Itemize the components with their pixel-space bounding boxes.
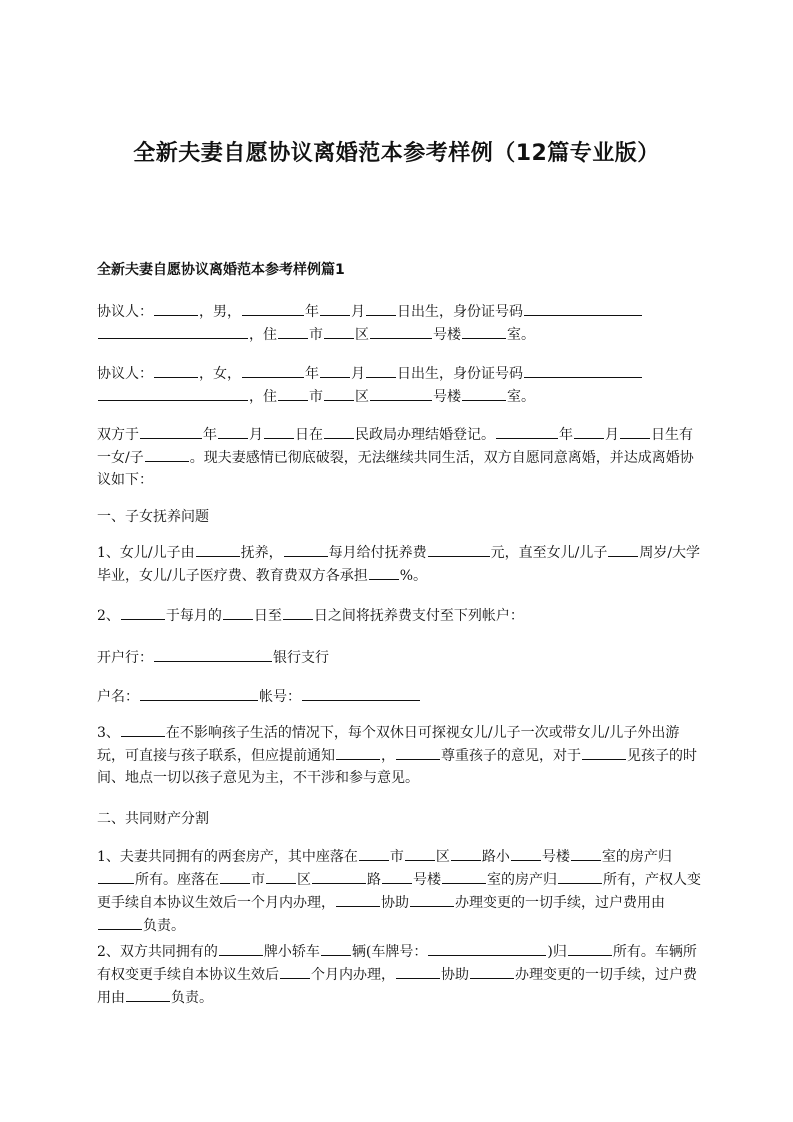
text: 辆(车牌号： [351,944,428,960]
text: 年 [305,366,319,382]
blank [410,891,454,907]
blank [462,385,506,401]
blank [620,423,650,439]
text: 市 [309,327,323,343]
blank [264,423,294,439]
text: 抚养， [240,545,283,561]
text: 协助 [441,967,469,983]
text: )归 [547,944,567,960]
text: 室的房产归 [601,849,672,865]
blank [496,423,558,439]
text: 尊重孩子的意见，对于 [441,748,581,764]
blank [140,423,202,439]
blank [242,362,304,378]
blank [266,868,296,884]
text: 年 [305,304,319,320]
blank [242,300,304,316]
text: 2、 [97,608,120,624]
text: 个月内办理， [311,967,395,983]
blank [312,868,366,884]
blank [220,868,250,884]
blank [324,323,354,339]
text: ，住 [249,389,277,405]
blank [324,385,354,401]
text: ，男， [199,304,241,320]
text: 帐号： [259,689,301,705]
text: 2、双方共同拥有的 [97,944,218,960]
text: 1、女儿/儿子由 [97,545,195,561]
text: 区 [435,849,450,865]
text: 年 [203,427,217,443]
text: 市 [389,849,404,865]
text: 负责。 [143,918,185,934]
text: 户名： [97,689,139,705]
blank [582,744,626,760]
text: 日至 [253,608,282,624]
child-support-3 [97,721,702,789]
blank [442,868,486,884]
text: 市 [251,872,265,888]
text: 日出生，身份证号码 [397,366,523,382]
text: 室。 [507,389,535,405]
blank [324,423,354,439]
text: 见孩子的时间、地点一切以孩子意见为主，不干涉和参与意见。 [97,748,697,786]
text: 号楼 [413,872,441,888]
text: 路小 [481,849,510,865]
blank [396,744,440,760]
text: 号楼 [433,389,461,405]
blank [218,423,248,439]
document-title: 全新夫妻自愿协议离婚范本参考样例（12篇专业版） [133,141,660,166]
text: 路 [367,872,381,888]
section1-heading: 一、子女抚养问题 [97,509,209,525]
text: 月 [249,427,263,443]
child-support-1 [97,541,702,587]
text: 号楼 [433,327,461,343]
blank [405,845,435,861]
text: 。现夫妻感情已彻底破裂，无法继续共同生活，双方自愿同意离婚，并达成离婚协议如下： [97,450,694,488]
text: 周岁/大学毕业，女儿/儿子医疗费、教育费双方各承担 [97,545,701,584]
blank [366,362,396,378]
text: 于每月的 [165,608,222,624]
party1-paragraph [97,300,702,346]
text: ，住 [249,327,277,343]
section-subtitle: 全新夫妻自愿协议离婚范本参考样例篇1 [97,262,345,278]
blank [366,300,396,316]
text: 号楼 [541,849,570,865]
text: 月 [351,304,365,320]
marriage-paragraph [97,423,702,491]
text: 协助 [381,895,409,911]
blank [219,940,263,956]
blank [280,963,310,979]
blank [396,963,440,979]
text: 民政局办理结婚登记。 [355,427,495,443]
text: 区 [355,327,369,343]
text: 所有，产权人变更手续自本协议生效后一个月内办理， [97,872,701,911]
blank [98,323,248,339]
text: 室。 [507,327,535,343]
blank [278,323,308,339]
blank [524,300,642,316]
text: 日 [651,427,665,443]
text: 室的房产归 [487,872,557,888]
text: 银行支行 [273,650,329,666]
blank [121,604,165,620]
text: 日在 [295,427,323,443]
blank [370,323,432,339]
blank [382,868,412,884]
text: 所有。车辆所有权变更手续自本协议生效后 [97,944,697,983]
blank [568,940,612,956]
blank [370,385,432,401]
text: 牌小轿车 [263,944,320,960]
blank [462,323,506,339]
text: 区 [355,389,369,405]
text: 开户行： [97,650,153,666]
blank [451,845,481,861]
text: 1、夫妻共同拥有的两套房产，其中座落在 [97,849,358,865]
blank [470,963,514,979]
blank [98,914,142,930]
text: ，女， [199,366,241,382]
text: 年 [559,427,573,443]
blank [98,385,248,401]
blank [196,541,240,557]
blank [359,845,389,861]
text: 办理变更的一切手续，过户费用由 [455,895,665,911]
property-1 [97,845,702,937]
blank [284,541,328,557]
account-line [97,685,702,708]
property-2 [97,940,702,1009]
text: 协议人： [97,366,153,382]
blank [608,541,638,557]
blank [140,685,258,701]
child-support-2 [97,604,702,627]
text: %。 [399,568,428,584]
text: 日出生，身份证号码 [397,304,523,320]
blank [302,685,420,701]
blank [321,940,351,956]
blank [145,446,189,462]
blank [571,845,601,861]
blank [558,868,602,884]
blank [320,362,350,378]
blank [98,868,134,884]
blank [121,721,165,737]
blank [223,604,253,620]
text: 负责。 [171,990,213,1006]
text: 3、 [97,725,120,741]
text: 日之间将抚养费支付至下列帐户： [313,608,524,624]
text: 每月给付抚养费 [328,545,427,561]
party2-paragraph [97,362,702,408]
blank [126,986,170,1002]
blank [336,744,380,760]
blank [320,300,350,316]
text: 元，直至女儿/儿子 [490,545,608,561]
bank-line [97,646,702,669]
text: 区 [297,872,311,888]
blank [154,646,272,662]
blank [154,300,198,316]
text: 在不影响孩子生活的情况下，每个双休日可探视女儿/儿子一次或带女儿/儿子外出游玩，可直接与孩子联系，但应提前通知 [97,725,680,764]
blank [511,845,541,861]
blank [278,385,308,401]
text: 生有一女/子 [97,427,693,466]
text: 月 [351,366,365,382]
blank [524,362,642,378]
text: ， [381,748,395,764]
text: 办理变更的一切手续，过户费用由 [97,967,697,1006]
blank [369,564,399,580]
text: 市 [309,389,323,405]
blank [428,541,490,557]
text: 协议人： [97,304,153,320]
blank [283,604,313,620]
text: 所有。座落在 [135,872,219,888]
blank [574,423,604,439]
section2-heading: 二、共同财产分割 [97,811,209,827]
blank [154,362,198,378]
blank [428,940,546,956]
text: 双方于 [97,427,139,443]
text: 月 [605,427,619,443]
blank [336,891,380,907]
